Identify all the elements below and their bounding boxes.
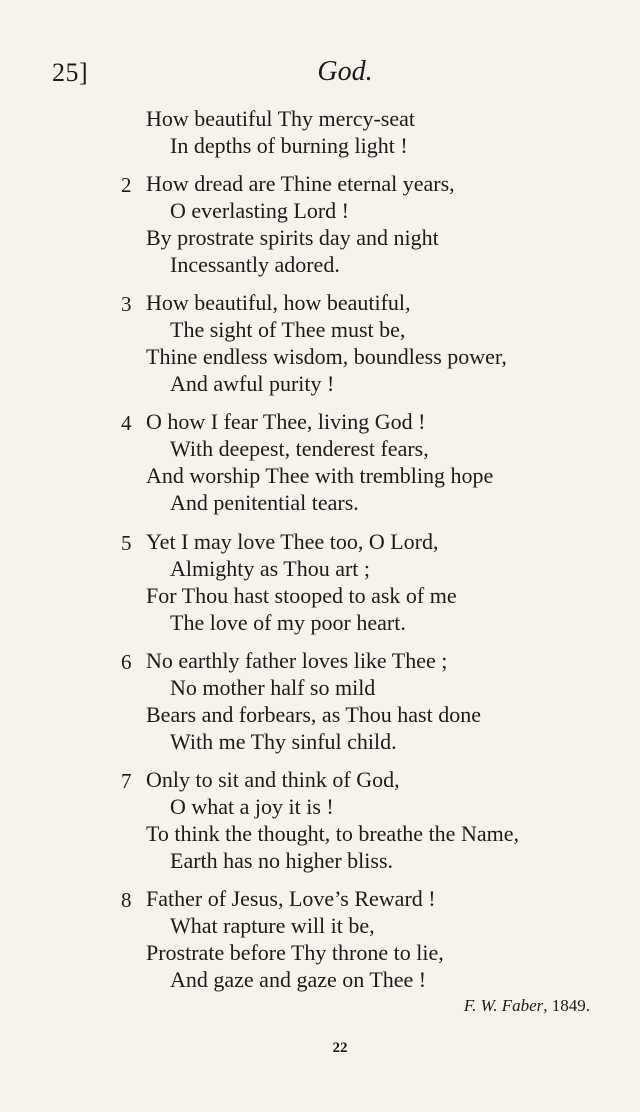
verse-line: No mother half so mild	[170, 675, 376, 700]
verse-line: What rapture will it be,	[170, 913, 375, 938]
verse-line: For Thou hast stooped to ask of me	[146, 583, 457, 608]
attribution-author: F. W. Faber	[463, 996, 544, 1015]
verse-line: O what a joy it is !	[170, 794, 334, 819]
attribution-year: , 1849.	[543, 996, 590, 1015]
verse-line: And worship Thee with trembling hope	[146, 463, 494, 488]
verse-line: To think the thought, to breathe the Name,	[146, 821, 519, 846]
verse-line: How beautiful, how beautiful,	[146, 290, 411, 315]
verse-line: And gaze and gaze on Thee !	[170, 967, 427, 992]
verse-line: O how I fear Thee, living God !	[146, 409, 426, 434]
verse-line: With me Thy sinful child.	[170, 729, 397, 754]
verse-line: Prostrate before Thy throne to lie,	[146, 940, 444, 965]
verse-line: No earthly father loves like Thee ;	[146, 648, 448, 673]
verse-number: 5	[121, 531, 132, 555]
page-number: 22	[332, 1040, 348, 1056]
attribution	[464, 996, 590, 1016]
verse-line: The sight of Thee must be,	[170, 317, 406, 342]
verse-line: Father of Jesus, Love’s Reward !	[146, 886, 436, 911]
verse-line: Earth has no higher bliss.	[170, 848, 394, 873]
verse-line: And penitential tears.	[170, 490, 359, 515]
verse-line: Incessantly adored.	[170, 252, 340, 277]
verse-line: Almighty as Thou art ;	[170, 556, 371, 581]
verse-number: 8	[121, 888, 132, 912]
verse-line: With deepest, tenderest fears,	[170, 436, 429, 461]
verse-line: How dread are Thine eternal years,	[146, 171, 455, 196]
verse-line: Only to sit and think of God,	[146, 767, 400, 792]
verse-line: Yet I may love Thee too, O Lord,	[146, 529, 439, 554]
running-title: God.	[317, 56, 373, 87]
verse-number: 4	[121, 411, 132, 435]
verse-number: 6	[121, 650, 132, 674]
verse-line: By prostrate spirits day and night	[146, 225, 439, 250]
verse-line: In depths of burning light !	[170, 133, 408, 158]
verse-line: Bears and forbears, as Thou hast done	[146, 702, 481, 727]
verse-line: How beautiful Thy mercy-seat	[146, 106, 416, 131]
hymn-number: 25]	[52, 58, 89, 87]
verse-number: 2	[121, 173, 132, 197]
verse-line: O everlasting Lord !	[170, 198, 349, 223]
verse-line: And awful purity !	[170, 371, 335, 396]
verse-number: 7	[121, 769, 132, 793]
verse-line: Thine endless wisdom, boundless power,	[146, 344, 507, 369]
verse-line: The love of my poor heart.	[170, 610, 406, 635]
verse-number: 3	[121, 292, 132, 316]
